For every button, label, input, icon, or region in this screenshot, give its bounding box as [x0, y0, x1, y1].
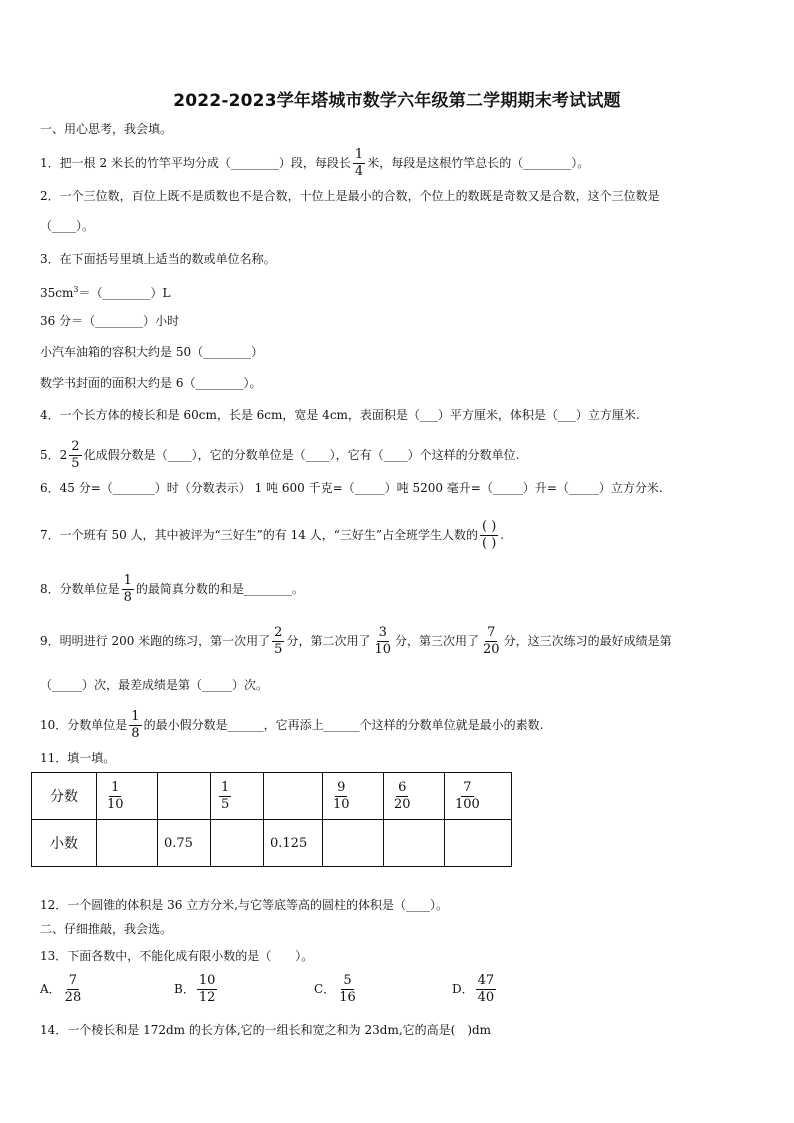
question-3-line-2: 36 分＝（________）小时	[40, 314, 180, 328]
cell-fraction	[105, 781, 126, 812]
question-9-line-1	[40, 626, 760, 657]
question-11-stem: 11．填一填。	[40, 751, 116, 765]
cell-fraction-den: 100	[455, 796, 480, 812]
cell-fraction-num: 7	[463, 779, 472, 795]
question-3-stem: 3．在下面括号里填上适当的数或单位名称。	[40, 252, 276, 266]
option-a-den: 28	[64, 990, 82, 1005]
cell-fraction	[392, 781, 413, 812]
q9-fraction-1-num: 2	[274, 625, 283, 640]
question-3-line-4: 数学书封面的面积大约是 6（________）。	[40, 376, 262, 390]
q10-text-b: 的最小假分数是______，它再添上______个这样的分数单位就是最小的素数.	[143, 718, 544, 732]
table-cell	[158, 773, 211, 820]
table-row-fractions	[32, 773, 512, 820]
q5-fraction	[69, 440, 81, 471]
question-4: 4．一个长方体的棱长和是 60cm，长是 6cm，宽是 4cm，表面积是（___）平方厘米，体积是（___）立方厘米.	[40, 408, 640, 422]
q7-fraction-num: ( )	[481, 519, 497, 534]
q10-fraction-num: 1	[131, 709, 140, 724]
cell-fraction-den: 10	[333, 796, 350, 812]
option-b-num: 10	[198, 973, 216, 988]
cell-fraction-num: 1	[221, 779, 230, 795]
cell-fraction-num: 1	[111, 779, 120, 795]
q9-fraction-2-den: 10	[374, 642, 392, 657]
cell-fraction	[453, 781, 482, 812]
q9-fraction-3-den: 20	[483, 642, 500, 657]
question-6: 6．45 分=（_______）时（分数表示） 1 吨 600 千克=（_____）吨 5200 毫升=（_____）升=（_____）立方分米.	[40, 481, 663, 495]
table-cell: 0.125	[264, 820, 323, 867]
table-cell	[264, 773, 323, 820]
q10-fraction-den: 8	[131, 726, 140, 741]
q9-fraction-2	[372, 626, 393, 657]
cell-fraction-den: 10	[107, 796, 124, 812]
option-c	[314, 974, 360, 1005]
q9-text-a: 9．明明进行 200 米跑的练习，第一次用了	[40, 634, 271, 648]
q10-text-a: 10．分数单位是	[40, 718, 128, 732]
option-b-den: 12	[198, 990, 216, 1005]
q7-fraction-den: ( )	[481, 536, 497, 551]
question-14: 14．一个棱长和是 172dm 的长方体,它的一组长和宽之和为 23dm,它的高是( )dm	[40, 1023, 492, 1037]
option-c-num: 5	[343, 973, 352, 988]
cell-fraction-den: 20	[394, 796, 411, 812]
table-cell	[211, 820, 264, 867]
question-1	[40, 148, 760, 179]
question-10	[40, 710, 760, 741]
option-a-fraction	[63, 974, 84, 1005]
question-8	[40, 574, 760, 605]
q7-text-a: 7．一个班有 50 人，其中被评为“三好生”的有 14 人，“三好生”占全班学生人数的	[40, 528, 478, 542]
q9-fraction-3	[481, 626, 502, 657]
q9-fraction-1	[272, 626, 284, 657]
option-c-label: C．	[314, 982, 336, 996]
table-cell	[384, 820, 445, 867]
question-2-line-1: 2．一个三位数，百位上既不是质数也不是合数，十位上是最小的合数，个位上的数既是奇数又是合数，这个三位数是	[40, 189, 660, 203]
table-row-decimals	[32, 820, 512, 867]
q5-fraction-den: 5	[71, 456, 80, 471]
option-d-num: 47	[477, 973, 495, 988]
q1-fraction-den: 4	[354, 164, 364, 179]
table-cell	[97, 773, 158, 820]
q9-fraction-2-num: 3	[378, 625, 387, 640]
table-cell	[97, 820, 158, 867]
table-cell	[445, 820, 512, 867]
table-cell: 0.75	[158, 820, 211, 867]
q5-fraction-num: 2	[71, 439, 80, 454]
option-c-den: 16	[339, 990, 356, 1005]
q7-text-b: .	[500, 528, 505, 542]
option-a	[40, 974, 85, 1005]
q8-text-b: 的最简真分数的和是________。	[135, 582, 304, 596]
question-12: 12．一个圆锥的体积是 36 立方分米,与它等底等高的圆柱的体积是（____）。	[40, 898, 448, 912]
q10-fraction	[129, 710, 141, 741]
table-cell	[211, 773, 264, 820]
q3-unit: 35cm	[40, 286, 74, 300]
cell-fraction	[331, 781, 352, 812]
q8-fraction	[122, 574, 134, 605]
q5-text-a: 5．2	[40, 448, 68, 462]
question-13-options	[40, 974, 760, 1014]
option-d-den: 40	[477, 990, 495, 1005]
row-label-fraction: 分数	[32, 773, 97, 820]
question-3-line-3: 小汽车油箱的容积大约是 50（________）	[40, 345, 264, 359]
table-cell	[445, 773, 512, 820]
table-cell	[323, 820, 384, 867]
q9-fraction-3-num: 7	[487, 625, 496, 640]
q8-fraction-den: 8	[123, 590, 132, 605]
option-d-label: D．	[452, 982, 474, 996]
option-b-fraction	[197, 974, 218, 1005]
option-d	[452, 974, 498, 1005]
cell-fraction-num: 9	[337, 779, 346, 795]
row-label-decimal: 小数	[32, 820, 97, 867]
q9-text-b: 分，第二次用了	[286, 634, 371, 648]
cell-fraction	[219, 781, 231, 812]
section-heading-2: 二、仔细推敲，我会选。	[40, 922, 173, 936]
cell-fraction-num: 6	[398, 779, 407, 795]
section-heading-1: 一、用心思考，我会填。	[40, 122, 173, 136]
option-b-label: B．	[174, 982, 195, 996]
q8-text-a: 8．分数单位是	[40, 582, 120, 596]
fraction-decimal-table	[31, 772, 512, 867]
cell-fraction-den: 5	[221, 796, 230, 812]
question-3-line-1	[40, 280, 760, 303]
option-d-fraction	[476, 974, 497, 1005]
q1-text-a: 1．把一根 2 米长的竹竿平均分成（________）段，每段长	[40, 156, 351, 170]
q1-fraction	[353, 148, 365, 179]
page-title: 2022-2023学年塔城市数学六年级第二学期期末考试试题	[173, 91, 621, 111]
question-9-line-2: （_____）次，最差成绩是第（_____）次。	[40, 678, 269, 692]
q9-text-c: 分，第三次用了	[395, 634, 480, 648]
option-a-label: A．	[40, 982, 61, 996]
q1-fraction-num: 1	[354, 147, 364, 162]
q7-fraction	[480, 520, 498, 551]
q1-text-b: 米，每段是这根竹竿总长的（________）。	[367, 156, 590, 170]
q5-text-b: 化成假分数是（____），它的分数单位是（____），它有（____）个这样的分数单位.	[83, 448, 520, 462]
q9-fraction-1-den: 5	[274, 642, 283, 657]
question-2-line-2: （____）。	[40, 219, 95, 233]
table-cell	[384, 773, 445, 820]
question-5	[40, 440, 760, 471]
q3-line-1-rest: ＝（________）L	[78, 286, 171, 300]
option-c-fraction	[337, 974, 358, 1005]
option-a-num: 7	[68, 973, 78, 988]
question-7	[40, 520, 760, 551]
table-cell	[323, 773, 384, 820]
question-13-stem: 13．下面各数中，不能化成有限小数的是（ ）。	[40, 949, 314, 963]
q9-text-d: 分，这三次练习的最好成绩是第	[503, 634, 672, 648]
q8-fraction-num: 1	[123, 573, 132, 588]
q3-unit-exponent: 3	[73, 285, 79, 294]
option-b	[174, 974, 219, 1005]
